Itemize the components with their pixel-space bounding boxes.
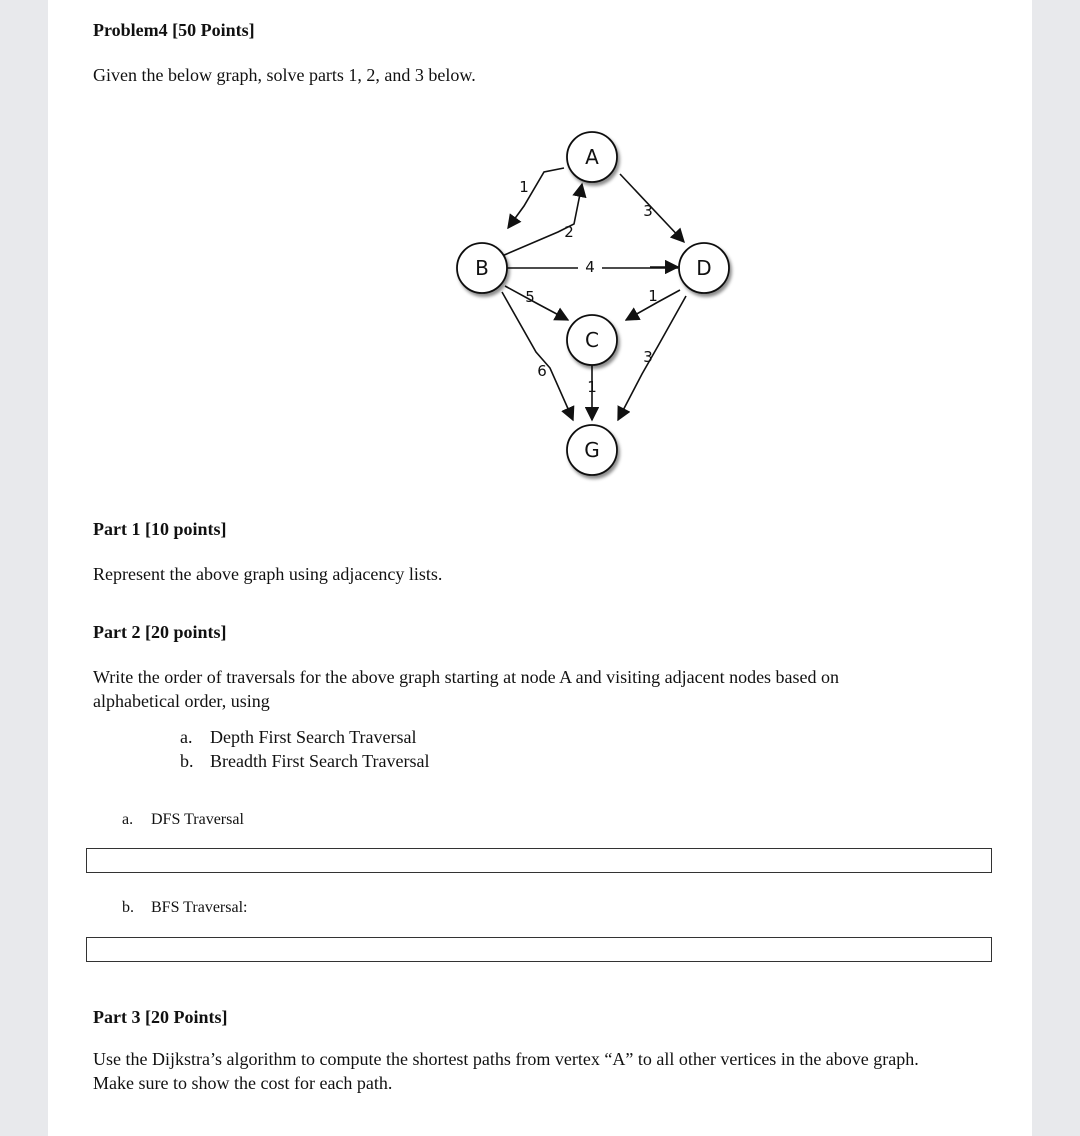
part2-heading: Part 2 [20 points] [93,622,227,642]
node-b [457,243,507,293]
graph-figure [398,120,758,500]
bfs-marker: b. [122,899,134,916]
document-page [48,0,1032,1136]
edge-b-g [502,292,573,420]
node-d [679,243,729,293]
node-g-label: G [584,438,600,462]
part2-text-line1: Write the order of traversals for the above graph starting at node A and visiting adjacent nodes based on [93,667,840,687]
node-a [567,132,617,182]
node-c [567,315,617,365]
part3-heading: Part 3 [20 Points] [93,1007,228,1027]
weight-d-c: 1 [648,287,658,305]
weight-d-g: 3 [643,348,653,366]
weight-c-g: 1 [587,378,597,396]
problem-intro: Given the below graph, solve parts 1, 2, and 3 below. [93,65,476,85]
node-b-label: B [475,256,489,280]
bfs-label: BFS Traversal: [151,899,248,916]
part3-text-line1: Use the Dijkstra’s algorithm to compute the shortest paths from vertex “A” to all other vertices in the above graph. [93,1049,919,1069]
part1-text: Represent the above graph using adjacency lists. [93,564,443,584]
part2-text-line2: alphabetical order, using [93,691,270,711]
part1-heading: Part 1 [10 points] [93,519,227,539]
part2-list-item-a: Depth First Search Traversal [210,727,417,747]
weight-a-d: 3 [643,202,653,220]
edge-a-b [508,168,564,228]
dfs-label: DFS Traversal [151,811,244,828]
weight-b-d: 4 [585,258,595,276]
part2-list-item-b: Breadth First Search Traversal [210,751,430,771]
part2-list-marker-a: a. [180,727,193,747]
graph-svg [398,120,758,500]
node-c-label: C [585,328,599,352]
bfs-answer-box[interactable] [86,937,992,962]
dfs-answer-box[interactable] [86,848,992,873]
problem-title: Problem4 [50 Points] [93,20,255,40]
part3-text-line2: Make sure to show the cost for each path. [93,1073,393,1093]
weight-b-a: 2 [564,223,574,241]
node-a-label: A [585,145,599,169]
part2-list-marker-b: b. [180,751,194,771]
weight-b-c: 5 [525,288,535,306]
node-d-label: D [696,256,712,280]
dfs-marker: a. [122,811,134,828]
node-g [567,425,617,475]
weight-b-g: 6 [537,362,547,380]
weight-a-b: 1 [519,178,529,196]
